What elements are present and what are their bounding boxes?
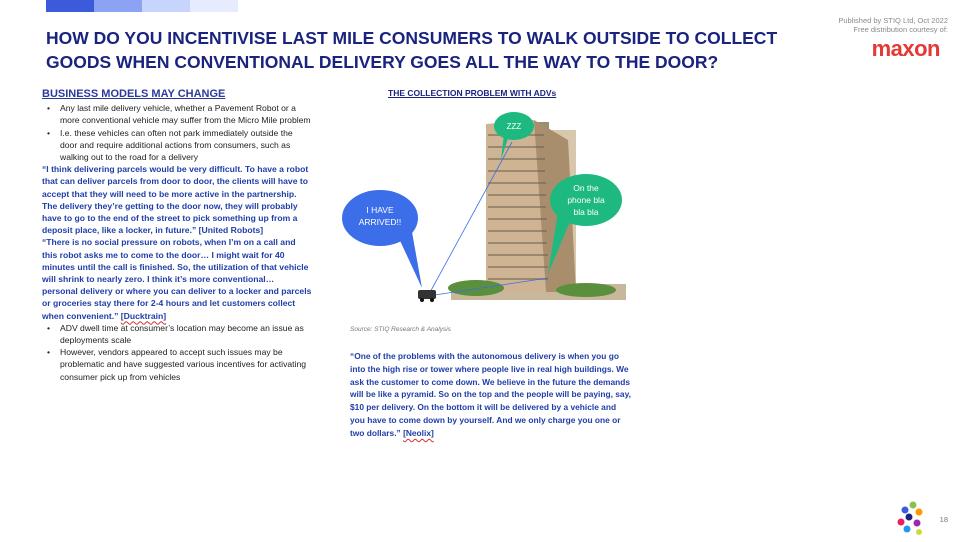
bullet-item: • I.e. these vehicles can often not park immediately outside the door and require additional actions from consumers, such as walking out to the road for a delivery <box>60 127 312 164</box>
arrived-text-line-2: ARRIVED!! <box>358 217 402 227</box>
bullet-item: • Any last mile delivery vehicle, whether a Pavement Robot or a more conventional vehicle may suffer from the Micro Mile problem <box>60 102 312 126</box>
vehicle-wheel <box>420 298 424 302</box>
quote-source: [Neolix] <box>403 427 434 438</box>
trees-left <box>448 280 504 296</box>
section-heading: BUSINESS MODELS MAY CHANGE <box>42 88 226 100</box>
quote-text: “I think delivering parcels would be very difficult. To have a robot that can deliver parcels from door to door, the clients will have to accept that they will need to be more active in the partnership. The delivery they’re getting to the door now, they will probably have to go to the end of the street to pick something up from a deposit place, like a locker, in future.” <box>42 164 309 236</box>
quote-text: “There is no social pressure on robots, when I’m on a call and this robot asks me to come to the door… I might wait for 40 minutes until the call is finished. So, the utilization of that vehicle will shrink to nearly zero. I think it’s more conventional… personal delivery or where you can deliver to a locker and parcels or groceries stay there for 2-4 hours and let customers collect when convenient.” <box>42 237 312 321</box>
color-bar-4 <box>190 0 238 12</box>
publisher-line-1: Published by STIQ Ltd, Oct 2022 <box>838 16 948 25</box>
trees-right <box>556 283 616 297</box>
phone-text-line-1: On the <box>573 183 599 193</box>
quote-text: “One of the problems with the autonomous delivery is when you go into the high rise or tower where people live in real high buildings. We ask the customer to come down. We believe in the future the demands will be like a pyramid. So on the top and the people will be paying, say, $10 per delivery. On the bottom it will be delivered by a vehicle and you have to come down by yourself. And we only charge you one or two dollars.” <box>350 351 631 438</box>
header-color-bars <box>46 0 238 12</box>
page-number: 18 <box>939 515 948 524</box>
bullet-item: • However, vendors appeared to accept such issues may be problematic and have suggested various incentives for activating consumer pick up from vehicles <box>60 346 312 383</box>
business-models-section <box>42 88 312 383</box>
collection-problem-heading: THE COLLECTION PROBLEM WITH ADVs <box>388 88 557 98</box>
color-bar-3 <box>142 0 190 12</box>
quote-source: [Ducktrain] <box>120 310 167 321</box>
arrived-text-line-1: I HAVE <box>366 205 394 215</box>
zzz-text: ZZZ <box>506 122 522 131</box>
delivery-vehicle-icon <box>418 290 436 299</box>
quote-ducktrain <box>42 236 312 321</box>
quote-source: [United Robots] <box>198 225 264 236</box>
vehicle-wheel <box>430 298 434 302</box>
top-bullet-list <box>42 102 312 163</box>
publisher-line-2: Free distribution courtesy of: <box>853 25 948 34</box>
quote-neolix <box>350 350 632 440</box>
color-bar-1 <box>46 0 94 12</box>
publisher-note <box>838 16 948 34</box>
tower-delivery-illustration <box>336 102 636 322</box>
phone-text-line-3: bla bla <box>573 207 599 217</box>
stiq-logo-icon <box>895 500 929 536</box>
bullet-item: • ADV dwell time at consumer’s location may become an issue as deployments scale <box>60 322 312 346</box>
slide-title: HOW DO YOU INCENTIVISE LAST MILE CONSUMERS TO WALK OUTSIDE TO COLLECT GOODS WHEN CONVENTIONAL DELIVERY GOES ALL THE WAY TO THE DOOR? <box>46 28 778 72</box>
color-bar-2 <box>94 0 142 12</box>
sponsor-logo: maxon <box>871 36 940 61</box>
source-note: Source: STIQ Research & Analysis <box>350 326 451 333</box>
quote-united-robots <box>42 163 312 236</box>
bottom-bullet-list <box>42 322 312 383</box>
phone-text-line-2: phone bla <box>567 195 605 205</box>
